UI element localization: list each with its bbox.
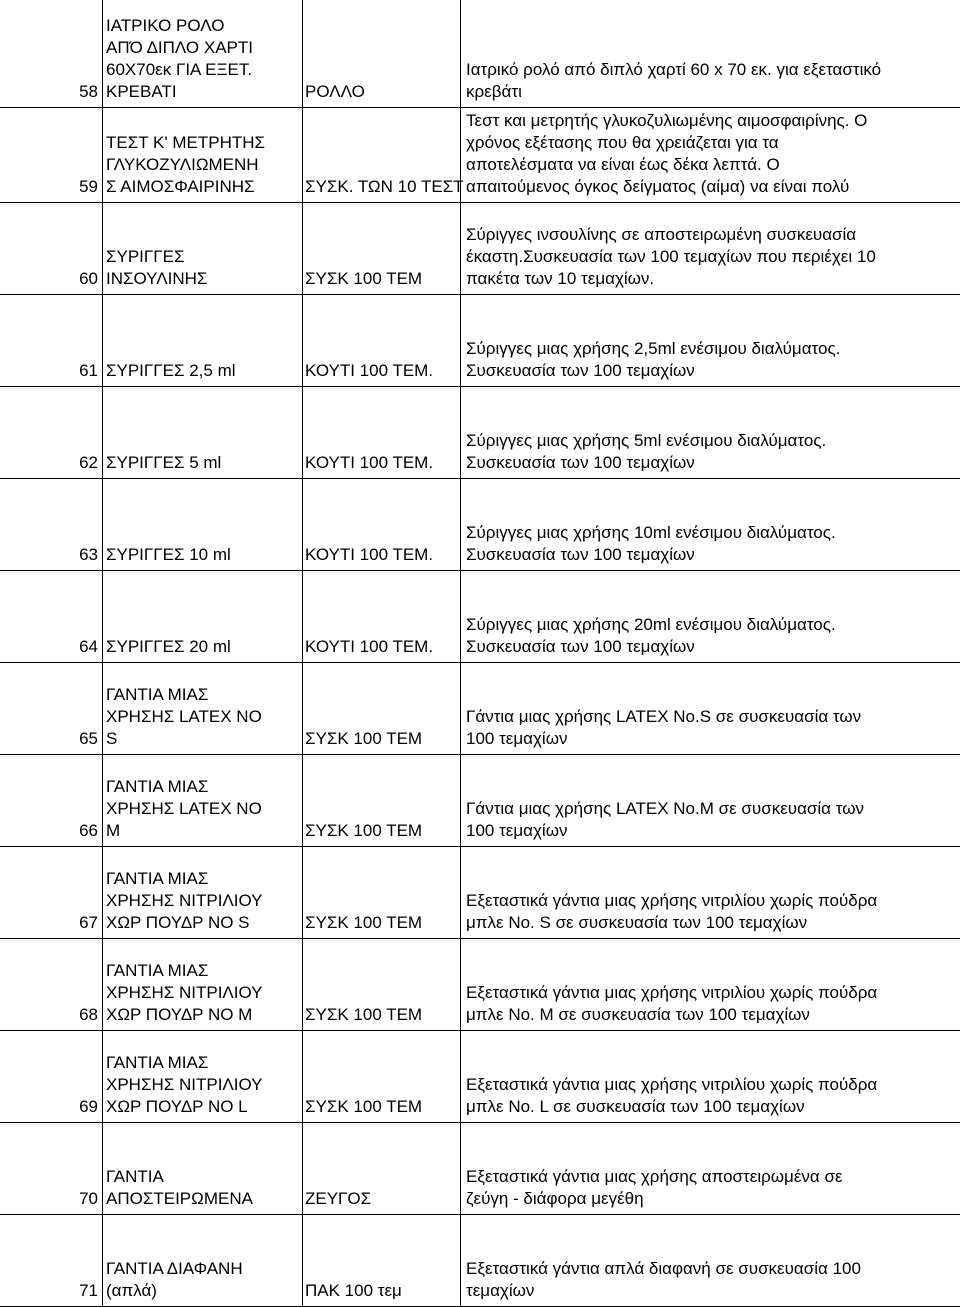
item-unit: ΣΥΣΚ 100 ΤΕΜ xyxy=(305,913,423,932)
item-number: 71 xyxy=(79,1281,98,1300)
item-number: 58 xyxy=(79,82,98,101)
item-name: ΣΥΡΙΓΓΕΣ 10 ml xyxy=(106,545,231,564)
table-row xyxy=(0,1123,960,1215)
item-name: ΤΕΣΤ Κ' ΜΕΤΡΗΤΗΣ ΓΛΥΚΟΖΥΛΙΩΜΕΝΗ Σ ΑΙΜΟΣΦΑΙΡΙΝΗΣ xyxy=(106,133,266,196)
item-name: ΓΑΝΤΙΑ ΜΙΑΣ ΧΡΗΣΗΣ LATEX NO S xyxy=(106,685,262,748)
table-row xyxy=(0,755,960,847)
table-row xyxy=(0,203,960,295)
item-number: 63 xyxy=(79,545,98,564)
item-description: Σύριγγες μιας χρήσης 20ml ενέσιμου διαλύματος. Συσκευασία των 100 τεμαχίων xyxy=(466,615,836,656)
item-unit: ΚΟΥΤΙ 100 ΤΕΜ. xyxy=(305,545,434,564)
item-name: ΓΑΝΤΙΑ ΜΙΑΣ ΧΡΗΣΗΣ ΝΙΤΡΙΛΙΟΥ ΧΩΡ ΠΟΥΔΡ ΝΟ L xyxy=(106,1053,263,1116)
item-unit: ΚΟΥΤΙ 100 ΤΕΜ. xyxy=(305,361,434,380)
item-description: Γάντια μιας χρήσης LATEX No.M σε συσκευασία των 100 τεμαχίων xyxy=(466,799,864,840)
item-description: Εξεταστικά γάντια μιας χρήσης νιτριλίου χωρίς πούδρα μπλε No. L σε συσκευασία των 100 τεμαχίων xyxy=(466,1075,878,1116)
item-name: ΣΥΡΙΓΓΕΣ 2,5 ml xyxy=(106,361,236,380)
item-unit: ΣΥΣΚ 100 ΤΕΜ xyxy=(305,1005,423,1024)
item-description: Σύριγγες ινσουλίνης σε αποστειρωμένη συσκευασία έκαστη.Συσκευασία των 100 τεμαχίων που περιέχει 10 πακέτα των 10 τεμαχίων. xyxy=(466,225,876,288)
item-unit: ΣΥΣΚ 100 ΤΕΜ xyxy=(305,821,423,840)
table-row xyxy=(0,571,960,663)
item-unit: ΣΥΣΚ 100 ΤΕΜ xyxy=(305,269,423,288)
item-description: Σύριγγες μιας χρήσης 2,5ml ενέσιμου διαλύματος. Συσκευασία των 100 τεμαχίων xyxy=(466,339,841,380)
item-name: ΓΑΝΤΙΑ ΔΙΑΦΑΝΗ (απλά) xyxy=(106,1259,243,1300)
item-number: 65 xyxy=(79,729,98,748)
item-unit: ΣΥΣΚ 100 ΤΕΜ xyxy=(305,729,423,748)
item-number: 59 xyxy=(79,177,98,196)
item-name: ΓΑΝΤΙΑ ΜΙΑΣ ΧΡΗΣΗΣ ΝΙΤΡΙΛΙΟΥ ΧΩΡ ΠΟΥΔΡ ΝΟ M xyxy=(106,961,263,1024)
item-description: Σύριγγες μιας χρήσης 10ml ενέσιμου διαλύματος. Συσκευασία των 100 τεμαχίων xyxy=(466,523,836,564)
table-row xyxy=(0,663,960,755)
item-name: ΓΑΝΤΙΑ ΑΠΟΣΤΕΙΡΩΜΕΝΑ xyxy=(106,1167,253,1208)
item-unit: ΖΕΥΓΟΣ xyxy=(305,1189,372,1208)
table-row xyxy=(0,939,960,1031)
item-name: ΣΥΡΙΓΓΕΣ ΙΝΣΟΥΛΙΝΗΣ xyxy=(106,247,208,288)
item-name: ΓΑΝΤΙΑ ΜΙΑΣ ΧΡΗΣΗΣ ΝΙΤΡΙΛΙΟΥ ΧΩΡ ΠΟΥΔΡ ΝΟ S xyxy=(106,869,263,932)
table-row xyxy=(0,1215,960,1307)
item-number: 70 xyxy=(79,1189,98,1208)
item-number: 69 xyxy=(79,1097,98,1116)
item-unit: ΚΟΥΤΙ 100 ΤΕΜ. xyxy=(305,637,434,656)
table-row xyxy=(0,0,960,108)
item-number: 64 xyxy=(79,637,98,656)
item-number: 60 xyxy=(79,269,98,288)
item-number: 67 xyxy=(79,913,98,932)
item-unit: ΡΟΛΛΟ xyxy=(305,82,365,101)
item-description xyxy=(466,108,958,202)
table-row xyxy=(0,479,960,571)
item-number: 61 xyxy=(79,361,98,380)
table-row xyxy=(0,387,960,479)
item-unit: ΣΥΣΚ 100 ΤΕΜ xyxy=(305,1097,423,1116)
item-description: Εξεταστικά γάντια μιας χρήσης αποστειρωμένα σε ζεύγη - διάφορα μεγέθη xyxy=(466,1167,843,1208)
item-number: 68 xyxy=(79,1005,98,1024)
item-description: Σύριγγες μιας χρήσης 5ml ενέσιμου διαλύματος. Συσκευασία των 100 τεμαχίων xyxy=(466,431,827,472)
item-name: ΣΥΡΙΓΓΕΣ 5 ml xyxy=(106,453,222,472)
item-description: Εξεταστικά γάντια μιας χρήσης νιτριλίου χωρίς πούδρα μπλε No. M σε συσκευασία των 100 τεμαχίων xyxy=(466,983,878,1024)
table-row xyxy=(0,295,960,387)
item-unit: ΣΥΣΚ. ΤΩΝ 10 ΤΕΣΤ xyxy=(305,177,464,196)
item-name: ΣΥΡΙΓΓΕΣ 20 ml xyxy=(106,637,231,656)
item-number: 62 xyxy=(79,453,98,472)
table-row xyxy=(0,1031,960,1123)
item-description-text: Τεστ και μετρητής γλυκοζυλιωμένης αιμοσφαιρίνης. Ο χρόνος εξέτασης που θα χρειάζεται για τα αποτελέσματα να είναι έως δέκα λεπτά. Ο απαιτούμενος όγκος δείγματος (αίμα) να είναι πολύ xyxy=(466,111,868,196)
item-number: 66 xyxy=(79,821,98,840)
item-description: Ιατρικό ρολό από διπλό χαρτί 60 x 70 εκ. για εξεταστικό κρεβάτι xyxy=(466,60,882,101)
item-description: Εξεταστικά γάντια απλά διαφανή σε συσκευασία 100 τεμαχίων xyxy=(466,1259,861,1300)
item-name: ΓΑΝΤΙΑ ΜΙΑΣ ΧΡΗΣΗΣ LATEX NO M xyxy=(106,777,262,840)
table-row xyxy=(0,847,960,939)
item-unit: ΠΑΚ 100 τεμ xyxy=(305,1281,402,1300)
item-unit: ΚΟΥΤΙ 100 ΤΕΜ. xyxy=(305,453,434,472)
item-name: ΙΑΤΡΙΚΟ ΡΟΛΟ ΑΠΌ ΔΙΠΛΟ ΧΑΡΤΙ 60Χ70εκ ΓΙΑ ΕΞΕΤ. ΚΡΕΒΑΤΙ xyxy=(106,16,253,101)
item-description: Γάντια μιας χρήσης LATEX No.S σε συσκευασία των 100 τεμαχίων xyxy=(466,707,862,748)
item-description: Εξεταστικά γάντια μιας χρήσης νιτριλίου χωρίς πούδρα μπλε No. S σε συσκευασία των 100 τεμαχίων xyxy=(466,891,878,932)
table-row xyxy=(0,108,960,203)
